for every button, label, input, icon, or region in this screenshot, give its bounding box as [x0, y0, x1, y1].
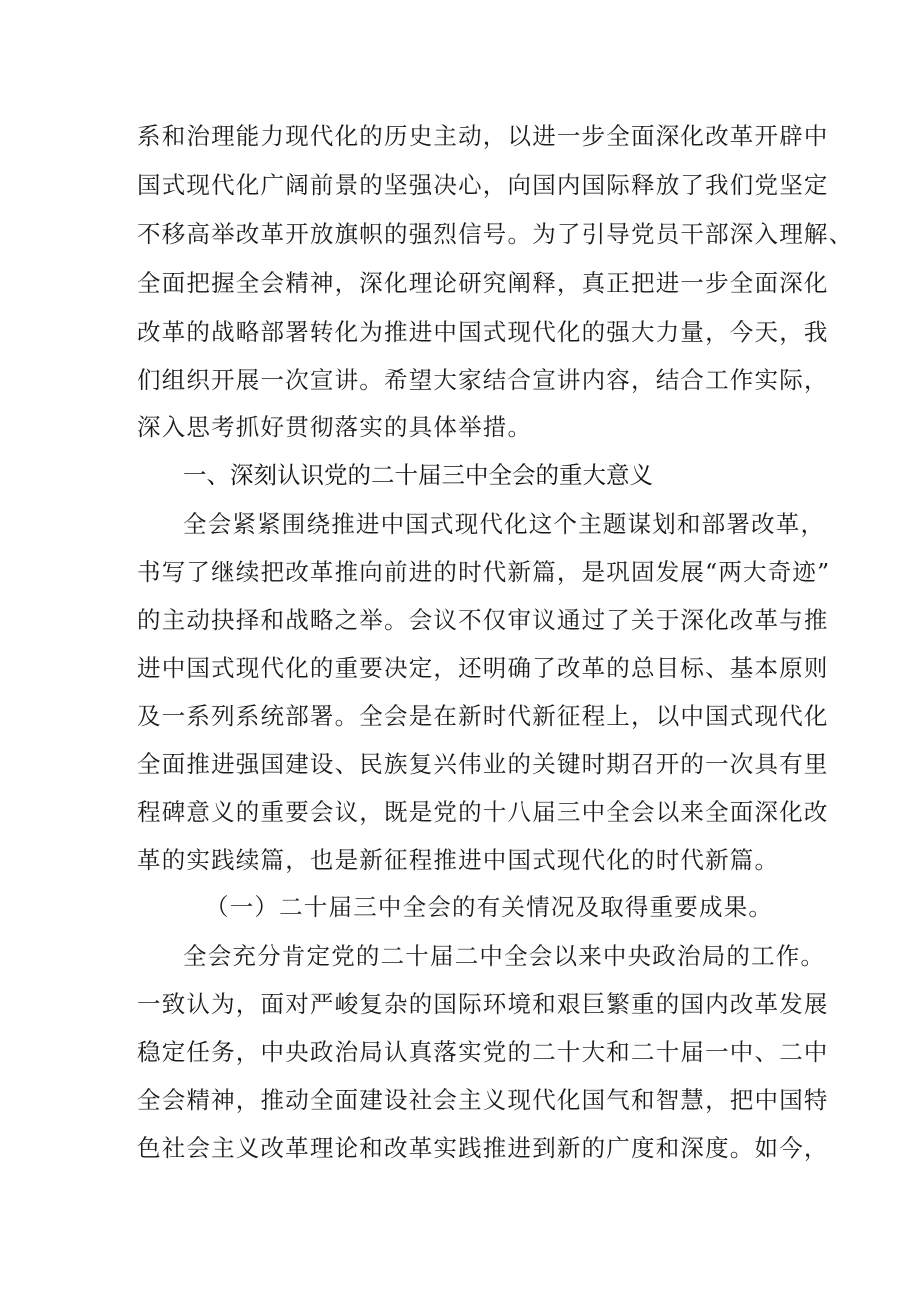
text-line: 稳定任务，中央政治局认真落实党的二十大和二十届一中、二中	[137, 1038, 829, 1066]
text-line: 改革的战略部署转化为推进中国式现代化的强大力量，今天，我	[137, 318, 829, 346]
section-heading: 一、深刻认识党的二十届三中全会的重大意义	[183, 461, 653, 489]
text-line: 及一系列系统部署。全会是在新时代新征程上，以中国式现代化	[137, 702, 829, 730]
text-line: 不移高举改革开放旗帜的强烈信号。为了引导党员干部深入理解、	[137, 220, 854, 248]
text-line: 全会充分肯定党的二十届二中全会以来中央政治局的工作。	[183, 942, 826, 970]
text-line: 深入思考抓好贯彻落实的具体举措。	[137, 413, 533, 441]
text-line: 书写了继续把改革推向前进的时代新篇，是巩固发展“两大奇迹”	[137, 558, 831, 586]
text-line: 色社会主义改革理论和改革实践推进到新的广度和深度。如今，	[137, 1134, 829, 1162]
text-line: 的主动抉择和战略之举。会议不仅审议通过了关于深化改革与推	[137, 606, 829, 634]
text-line: 们组织开展一次宣讲。希望大家结合宣讲内容，结合工作实际，	[137, 366, 829, 394]
text-line: 全会紧紧围绕推进中国式现代化这个主题谋划和部署改革，	[183, 510, 826, 538]
text-line: 系和治理能力现代化的历史主动，以进一步全面深化改革开辟中	[137, 122, 829, 150]
text-line: 全面推进强国建设、民族复兴伟业的关键时期召开的一次具有里	[137, 750, 829, 778]
subsection-heading: （一）二十届三中全会的有关情况及取得重要成果。	[205, 893, 774, 921]
text-line: 全面把握全会精神，深化理论研究阐释，真正把进一步全面深化	[137, 269, 829, 297]
text-line: 革的实践续篇，也是新征程推进中国式现代化的时代新篇。	[137, 846, 780, 874]
text-line: 进中国式现代化的重要决定，还明确了改革的总目标、基本原则	[137, 654, 829, 682]
text-line: 程碑意义的重要会议，既是党的十八届三中全会以来全面深化改	[137, 798, 829, 826]
text-line: 一致认为，面对严峻复杂的国际环境和艰巨繁重的国内改革发展	[137, 990, 829, 1018]
text-line: 全会精神，推动全面建设社会主义现代化国气和智慧，把中国特	[137, 1086, 829, 1114]
text-line: 国式现代化广阔前景的坚强决心，向国内国际释放了我们党坚定	[137, 171, 829, 199]
